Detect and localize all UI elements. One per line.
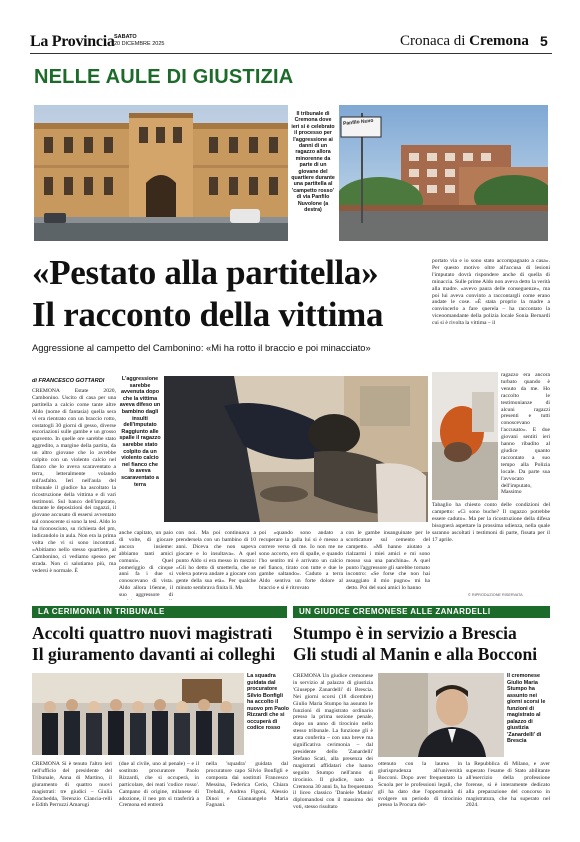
inset-photo bbox=[432, 372, 498, 500]
campetto-photo bbox=[339, 105, 548, 241]
story2-body-col2: (due al civile, uno al penale) – e il sostituto procuratore Paolo Rizzardi, che si occuperà, in particolare, dei reati 'codice rosso'. Campano di origine, milanese di adozione, il neo pm si trasferirà a Cremona ed entrerà bbox=[119, 761, 199, 809]
story3-body-col2: ottenuto con la laurea in giurisprudenza all'università Bocconi. Dopo aver frequentato la Scuola per le professioni legali, che gli ha dato due l'opportunità di svolgere un periodo di tirocinio presso la Procura del- bbox=[378, 761, 462, 809]
masthead-rule bbox=[30, 53, 552, 54]
masthead-date: 20 DICEMBRE 2025 bbox=[114, 41, 165, 47]
stumpo-photo bbox=[378, 673, 504, 757]
story2-body-col1: CREMONA Si è tenuto l'altro ieri nell'ufficio del presidente del Tribunale, Anna di Martino, il giuramento di quattro nuovi magistrati: tre giudici – Giulia Zonchedda, Terenzio Ciancia-relli e Edith Perruzzi Amarugi bbox=[32, 761, 112, 809]
story3-headline-line1: Stumpo è in servizio a Brescia bbox=[293, 623, 517, 643]
story3-body-col3: la Repubblica di Milano, e aver superato l'esame di Stato abilitante all'esercizio della professione forense, si è interamente dedicato alla preparazione del concorso in magistratura, che ha superato nel 2024. bbox=[466, 761, 550, 809]
section-title bbox=[400, 33, 529, 50]
aggression-photo bbox=[164, 376, 428, 522]
main-body-right-narrow: ragazzo era ancora turbato quando è venuto da me. Ho raccolto le testimonianze di alcuni ragazzi presenti e tutti conoscevano l'accusato». E due giovani sentiti ieri hanno ribadito al giudice quanto raccontato a suo tempo alla Polizia locale. Da parte sua l'avvocato dell'imputato, Massimo bbox=[501, 372, 550, 496]
inset-illustration bbox=[432, 372, 498, 500]
top-photo-caption: Il tribunale di Cremona dove ieri si è celebrato il processo per l'aggressione ai danni di un ragazzo allora minorenne da parte di un giovane del quartiere durante una partitella al 'campetto rosso' di via Panfilo Nuvolone (a destra) bbox=[291, 111, 335, 214]
main-body-col1: CREMONA Estate 2020, Cambonino. Uscito di casa per una partitella a calcio come tante altre Aldo (nome di fantasia) quella sera vi era rientrato con un braccio rotto, costatogli 30 giorni di gesso, diverse escoriazioni sulle gambe e un grosso spavento. In quelle ore sarebbe stato aggredito, a margine della partita, da un altro giovane che lo avrebbe colpito con un violento calcio nel fianco che lo aveva scaraventato a terra, letteralmente volando sull'asfalto. Ieri nell'aula del tribunale il giudice ha ascoltato la ricostruzione della vittima e di vari testimoni. Sul banco dell'imputato, durante le deposizioni dei ragazzi, il giovane accusato di essersi avventato sul conoscente si sono la tesi. Aldo lo ha riconosciuto, su richiesta del pm, indicandolo in aula. Non era la prima volta che vi si sono incontrati. «Abitiamo nello stesso quartiere, al Cambonino, ci vediamo spesso per strada. Non ci salutiamo più, ma vedersi è normale. È bbox=[32, 388, 116, 574]
main-headline-line2: Il racconto della vittima bbox=[32, 295, 384, 334]
topic-banner: NELLE AULE DI GIUSTIZIA bbox=[34, 66, 294, 88]
magistrates-illustration bbox=[32, 673, 244, 755]
main-body-col2: anche capitato, un paio di volte, di giocare ancora insieme: abbiamo tanti amici comuni». Quel pomeriggio di cinque anni fa i due si conoscevano di vista. Aldo allora 16enne, il suo aggressore di bbox=[119, 530, 173, 599]
masthead-logo[interactable]: La Provincia bbox=[30, 33, 115, 50]
main-subhead: Aggressione al campetto del Cambonino: «Mi ha rotto il braccio e poi minacciato» bbox=[32, 342, 371, 353]
street-illustration bbox=[339, 105, 548, 241]
courthouse-illustration bbox=[34, 105, 288, 241]
magistrates-photo bbox=[32, 673, 244, 755]
story3-body-col1: CREMONA Un giudice cremonese in servizio al palazzo di giustizia 'Giuseppe Zanardelli' di Brescia. Nei giorni scorsi (18 dicembre) Giulio Maria Stumpo ha assunto le funzioni di magistrato ordinario presso la prima sezione penale, dopo un anno di tirocinio nello stesso tribunale. La funzione gli è stata conferita – con una breve ma significativa cerimonia – dal presidente dello 'Zanardelli' Stefano Scati, alla presenza dei magistrati affidatari che hanno seguito Stumpo nell'anno di tirocinio. Il giudice, nato a Cremona 30 anni fa, ha frequentato il liceo classico 'Daniele Manin' diplomandosi con il massimo dei voti, stesso risultato bbox=[293, 673, 373, 811]
main-body-col3: con noi. Ma poi continuava a prendersela con un bambino di 10 anni. Diceva che non sapeva giocare e lo insultava». A quel punto Aldo si era messo in mezzo: «Gli ho detto di smetterla, che se voleva poteva andare a giocare con gente della sua età». Per qualche minuto sembrava finita lì. Ma bbox=[176, 530, 256, 592]
story2-headline-line2: Il giuramento davanti ai colleghi bbox=[32, 644, 276, 664]
reserved-notice: © RIPRODUZIONE RISERVATA bbox=[468, 593, 523, 597]
masthead-day: SABATO bbox=[114, 34, 137, 40]
story3-headline-line2: Gli studi al Manin e alla Bocconi bbox=[293, 644, 538, 664]
story3-kicker: UN GIUDICE CREMONESE ALLE ZANARDELLI bbox=[293, 606, 550, 618]
story2-headline-line1: Accolti quattro nuovi magistrati bbox=[32, 623, 273, 643]
story2-kicker: LA CERIMONIA IN TRIBUNALE bbox=[32, 606, 287, 618]
main-headline-line1: «Pestato alla partitella» bbox=[32, 253, 379, 292]
story3-photo-caption: Il cremonese Giulio Maria Stumpo ha assunto nei giorni scorsi le funzioni di magistrato al palazzo di giustizia 'Zanardelli' di Brescia bbox=[507, 673, 546, 744]
main-body-right-bottom: Tabaglio ha chiesto conto delle condizioni del campetto: «Ci sono buche? Il ragazzo potrebbe essere caduto». Ma per la ricostruzione della difesa bisognerà aspettare la prossima udienza, nella quale saranno ascoltati i testimoni di parte, fissata per il 17 aprile. bbox=[432, 502, 550, 543]
courthouse-photo bbox=[34, 105, 288, 241]
section-prefix: Cronaca di bbox=[400, 33, 466, 49]
pull-quote: L'aggressione sarebbe avvenuta dopo che la vittima aveva difeso un bambino dagli insulti dell'imputato Raggiunto alle spalle il ragazzo sarebbe stato colpito da un violento calcio nel fianco che lo aveva scaraventato a terra bbox=[119, 376, 161, 488]
main-body-col4: poi «quando sono andato a recuperare la palla lui si è messo a correre verso di me. Io non me ne sono accorto, ero di spalle, e quando l'ho sentito mi è arrivato un calcio nel fianco, tirato con tutte e due le gambe saltando». Caduto a terra Aldo sentiva un forte dolore al braccio e si è ritrovato bbox=[259, 530, 343, 592]
byline: di FRANCESCO GOTTARDI bbox=[32, 378, 105, 384]
section-city: Cremona bbox=[469, 33, 529, 49]
main-body-right-top: portato via e io sono stato accompagnato a casa». Per questo motivo oltre all'accusa di lesioni l'imputato dovrà rispondere anche di quella di minaccia. Sulle prime Aldo non aveva detto la verità alla madre. «avevo paura delle conseguenze», ma poi lui aveva convinto a raccontargli come erano andate le cose. «È stata proprio la madre a convincerlo a fare querela – ha raccontato la viceoomandante della polizia locale Sonia Bernardi cui si è rivolta la vittima – il bbox=[432, 258, 550, 327]
main-body-col5: con le gambe insanguinate per le scorticature sul cemento del campetto. «Mi hanno aiutato a rialzarmi i miei amici e mi sono mosso sua una panchina». A quel punto l'aggressore gli sarebbe tornato incontro: «Se forse che non hai assaggiato il mio pugno» mi ha detto. Poi del suoi amici lo hanno bbox=[346, 530, 430, 592]
story2-body-col3: nella 'squadra' guidata dal procuratore capo Silvio Bonfigli e composta dai sostituti Francesco Messina, Federica Cerio, Chiara Treballi, Andrea Figoni, Alessio Dinoi e Giannangelo Maria Fagnani. bbox=[206, 761, 288, 809]
story2-photo-caption: La squadra guidata dal procuratore Silvio Bonfigli ha accolto il nuovo pm Paolo Rizzardi che si occuperà di codice rosso bbox=[247, 673, 289, 731]
street-sign-text: Panfilo Nuvo bbox=[342, 117, 374, 127]
stumpo-illustration bbox=[378, 673, 504, 757]
page-number: 5 bbox=[540, 33, 548, 49]
aggression-illustration bbox=[164, 376, 428, 522]
